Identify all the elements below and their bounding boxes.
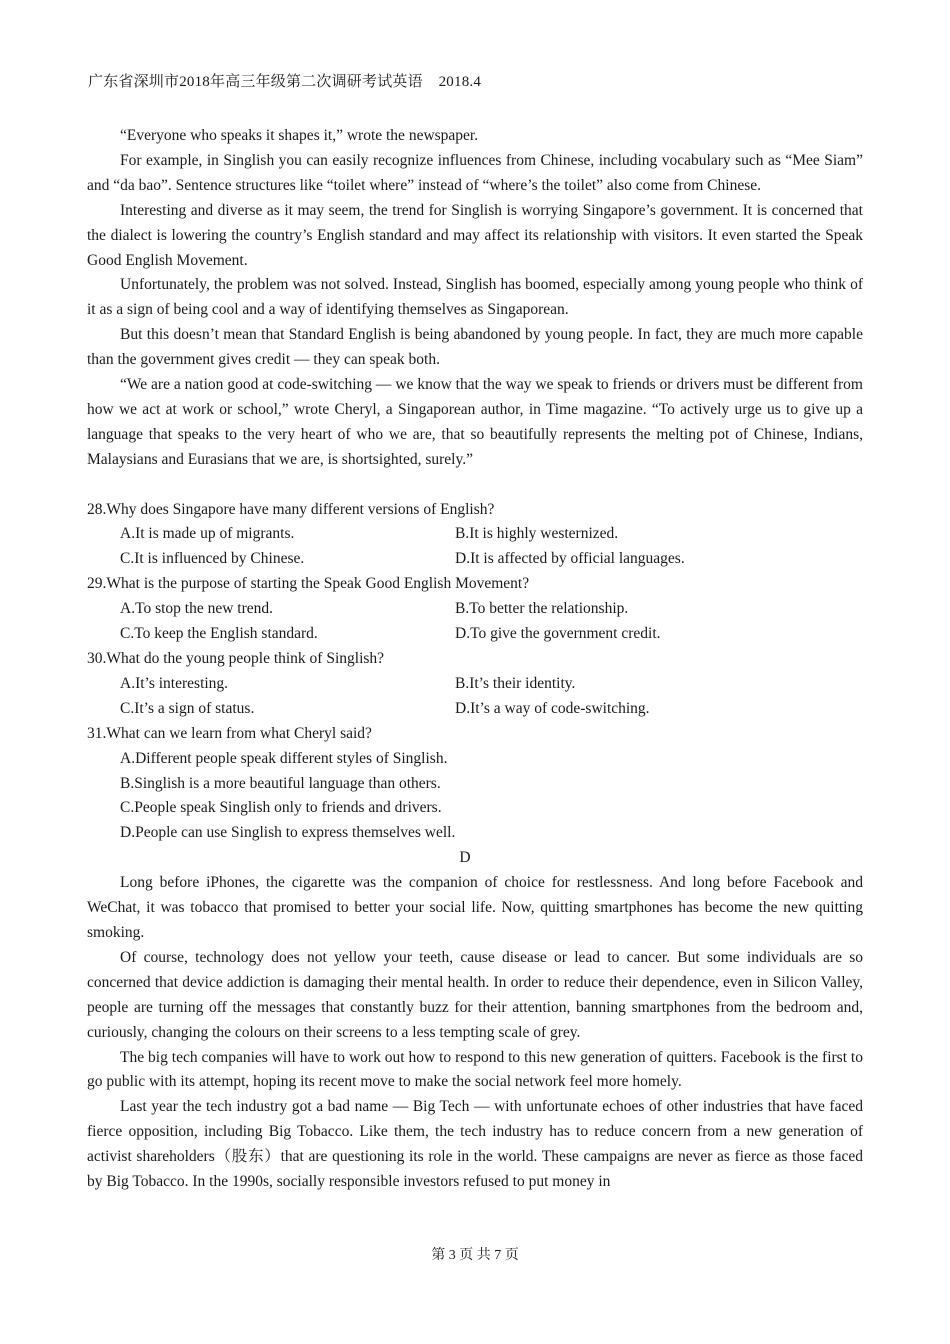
- page-number: 第 3 页 共 7 页: [431, 1248, 519, 1263]
- option: D.It’s a way of code-switching.: [455, 699, 650, 717]
- option: B.Singlish is a more beautiful language than others.: [120, 774, 441, 792]
- option: C.To keep the English standard.: [120, 625, 318, 643]
- question-29: 29.What is the purpose of starting the Speak Good English Movement?: [87, 575, 530, 593]
- question-29-options: [87, 597, 863, 647]
- passage-paragraph: Long before iPhones, the cigarette was the companion of choice for restlessness. And long before Facebook and WeChat, it was tobacco that promised to better your social life. Now, quitting smartphones has become the new quitting smoking.: [87, 874, 863, 941]
- option: C.It’s a sign of status.: [120, 699, 255, 717]
- page-content: [87, 124, 863, 1195]
- passage-paragraph: “We are a nation good at code-switching — we know that the way we speak to friends or drivers must be different from how we act at work or school,” wrote Cheryl, a Singaporean author, in Time magazine. “To actively urge us to give up a language that speaks to the very heart of who we are, that so beautifully represents the melting pot of Chinese, Indians, Malaysians and Eurasians that we are, is shortsighted, surely.”: [87, 376, 863, 468]
- option: A.To stop the new trend.: [120, 600, 274, 618]
- passage-paragraph: For example, in Singlish you can easily recognize influences from Chinese, including vocabulary such as “Mee Siam” and “da bao”. Sentence structures like “toilet where” instead of “where’s the toilet” also come from Chinese.: [87, 151, 863, 194]
- section-label: D: [459, 849, 471, 867]
- question-28: 28.Why does Singapore have many different versions of English?: [87, 500, 495, 518]
- question-30-options: [87, 672, 863, 722]
- passage-paragraph: Unfortunately, the problem was not solved. Instead, Singlish has boomed, especially among young people who think of it as a sign of being cool and a way of identifying themselves as Singaporean.: [87, 276, 863, 319]
- passage-paragraph: The big tech companies will have to work out how to respond to this new generation of quitters. Facebook is the first to go public with its attempt, hoping its recent move to make the social network feel more homely.: [87, 1048, 863, 1091]
- blank-line: [87, 473, 863, 498]
- question-31: 31.What can we learn from what Cheryl said?: [87, 724, 372, 742]
- option: B.To better the relationship.: [455, 600, 629, 618]
- option: D.People can use Singlish to express themselves well.: [120, 824, 456, 842]
- option: A.It is made up of migrants.: [120, 525, 295, 543]
- question-30: 30.What do the young people think of Singlish?: [87, 650, 385, 668]
- option: B.It is highly westernized.: [455, 525, 619, 543]
- question-28-options: [87, 522, 863, 572]
- option: B.It’s their identity.: [455, 674, 576, 692]
- option: A.It’s interesting.: [120, 674, 229, 692]
- passage-paragraph: Interesting and diverse as it may seem, the trend for Singlish is worrying Singapore’s government. It is concerned that the dialect is lowering the country’s English standard and may affect its relationship with visitors. It even started the Speak Good English Movement.: [87, 201, 863, 269]
- page-header: 广东省深圳市2018年高三年级第二次调研考试英语 2018.4: [88, 74, 482, 90]
- option: C.It is influenced by Chinese.: [120, 550, 305, 568]
- option: C.People speak Singlish only to friends and drivers.: [120, 799, 442, 817]
- option: A.Different people speak different styles of Singlish.: [120, 749, 448, 767]
- option: D.To give the government credit.: [455, 625, 661, 643]
- passage-paragraph: “Everyone who speaks it shapes it,” wrote the newspaper.: [120, 127, 479, 144]
- passage-paragraph: Of course, technology does not yellow your teeth, cause disease or lead to cancer. But some individuals are so concerned that device addiction is damaging their mental health. In order to reduce their dependence, even in Silicon Valley, people are turning off the messages that constantly buzz for their attention, banning smartphones from the bedroom and, curiously, changing the colours on their screens to a less tempting scale of grey.: [87, 948, 863, 1041]
- passage-paragraph: But this doesn’t mean that Standard English is being abandoned by young people. In fact, they are much more capable than the government gives credit — they can speak both.: [87, 326, 863, 369]
- passage-paragraph: Last year the tech industry got a bad name — Big Tech — with unfortunate echoes of other industries that have faced fierce opposition, including Big Tobacco. Like them, the tech industry has to reduce concern from a new generation of activist shareholders（股东）that are questioning its role in the world. These campaigns are never as fierce as those faced by Big Tobacco. In the 1990s, socially responsible investors refused to put money in: [87, 1098, 863, 1191]
- option: D.It is affected by official languages.: [455, 550, 685, 568]
